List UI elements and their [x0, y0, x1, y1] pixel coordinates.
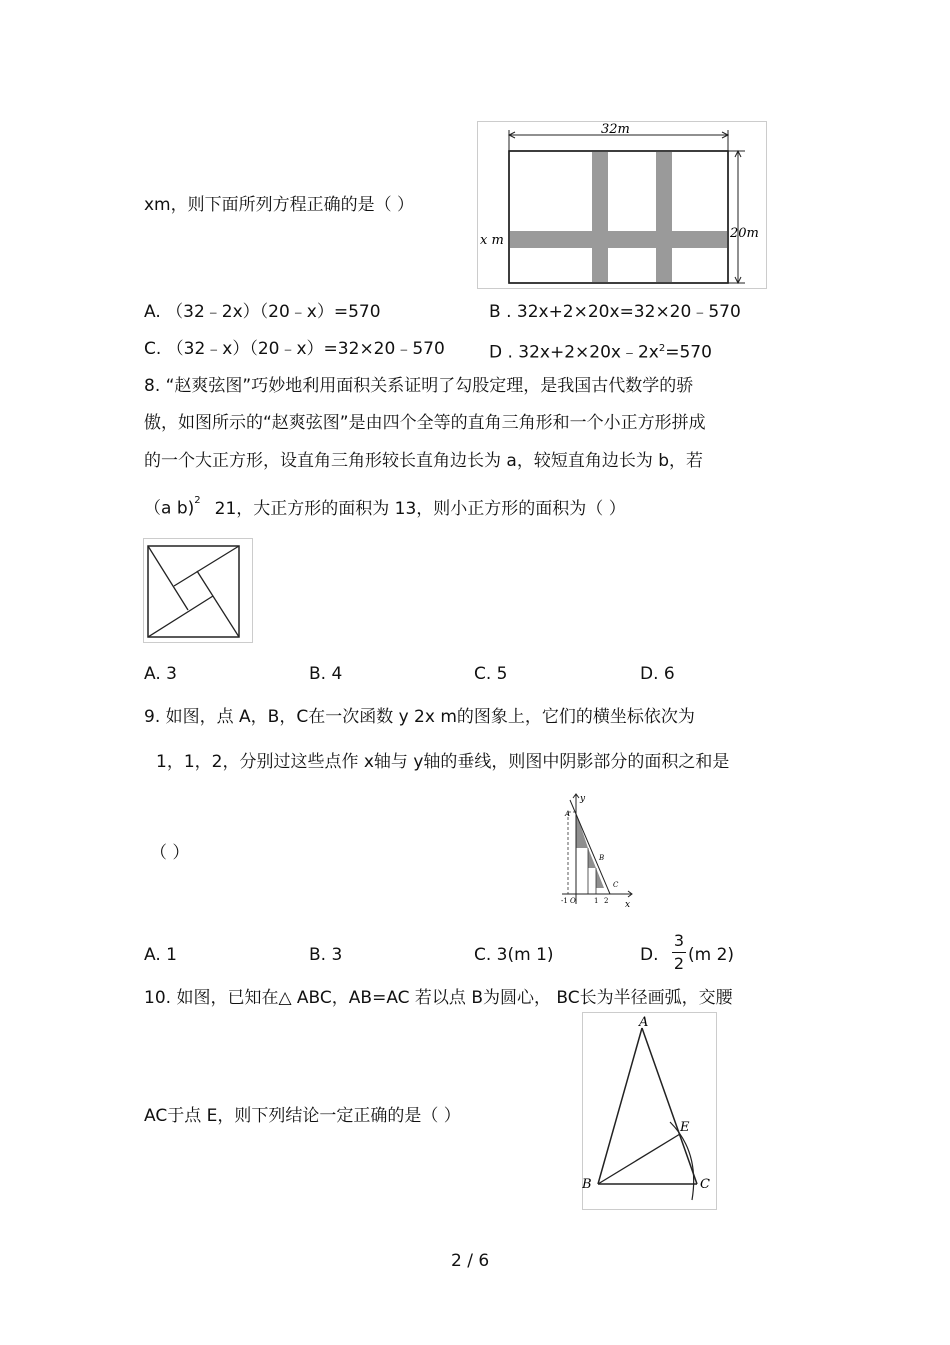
q7-option-d-exponent: 2: [658, 343, 666, 354]
q7-right-label: 20m: [730, 226, 759, 241]
q9-option-d-prefix: D.: [640, 945, 659, 965]
zhao-shuang-diagram: [143, 538, 253, 643]
q9-line-3: （ ）: [150, 843, 190, 863]
q7-rectangle-figure: [477, 121, 767, 289]
q8-line-4: [144, 495, 626, 519]
q10-line-2: AC于点 E，则下列结论一定正确的是（ ）: [144, 1106, 461, 1126]
q9-x-axis-label: x: [625, 900, 631, 910]
q7-option-d: [489, 339, 712, 363]
q9-option-a: A. 1: [144, 945, 177, 965]
q10-line-1: 10. 如图，已知在△ ABC，AB=AC 若以点 B为圆心， BC长为半径画弧，交腰: [144, 988, 733, 1008]
q8-option-c: C. 5: [474, 664, 508, 684]
q9-point-b-label: B: [599, 854, 605, 862]
q9-option-d-denominator: 2: [673, 954, 685, 973]
page-number: 2 / 6: [451, 1251, 490, 1271]
q9-option-d-fraction-bar: [672, 952, 686, 953]
q10-triangle-figure: [582, 1012, 717, 1210]
q9-option-d-numerator: 3: [673, 931, 685, 950]
q9-graph-figure: [558, 790, 638, 912]
q9-tick-1: 1: [594, 897, 599, 905]
q7-option-d-tail: =570: [665, 342, 712, 363]
q9-tick-2: 2: [604, 897, 609, 905]
q9-y-axis-label: y: [580, 794, 586, 804]
q8-line-4-a: （a b): [144, 498, 195, 519]
q8-line-2: 傲，如图所示的“赵爽弦图”是由四个全等的直角三角形和一个小正方形拼成: [144, 413, 706, 433]
q8-line-3: 的一个大正方形，设直角三角形较长直角边长为 a，较短直角边长为 b，若: [144, 451, 704, 471]
q7-option-a: A. （32﹣2x）（20﹣x）=570: [144, 302, 381, 322]
q9-option-c: C. 3(m 1): [474, 945, 554, 965]
q10-vertex-a-label: A: [639, 1015, 649, 1030]
q7-top-label: 32m: [601, 122, 630, 137]
q8-line-4-b: 21，大正方形的面积为 13，则小正方形的面积为（ ）: [214, 498, 626, 519]
q9-tick-neg1: -1: [561, 897, 568, 905]
q7-option-c: C. （32﹣x）（20﹣x）=32×20﹣570: [144, 339, 445, 359]
q9-line-2: 1，1，2，分别过这些点作 x轴与 y轴的垂线，则图中阴影部分的面积之和是: [156, 752, 730, 772]
q9-origin-label: O: [570, 897, 576, 905]
q7-left-label: x m: [480, 233, 504, 248]
q10-vertex-c-label: C: [700, 1177, 710, 1192]
q10-point-e-label: E: [680, 1120, 690, 1135]
q9-option-d-suffix: (m 2): [688, 945, 735, 965]
q7-stem-tail: xm，则下面所列方程正确的是（ ）: [144, 195, 415, 215]
q9-option-b: B. 3: [309, 945, 343, 965]
q9-line-1: 9. 如图，点 A，B，C在一次函数 y 2x m的图象上，它们的横坐标依次为: [144, 707, 695, 727]
q8-line-4-exponent: 2: [194, 495, 201, 506]
q8-option-b: B. 4: [309, 664, 343, 684]
q9-point-a-label: A: [565, 810, 571, 818]
q7-option-d-main: D . 32x+2×20x﹣2x: [489, 342, 659, 363]
q8-option-d: D. 6: [640, 664, 675, 684]
q7-option-b: B . 32x+2×20x=32×20﹣570: [489, 302, 741, 322]
q9-point-c-label: C: [613, 881, 619, 889]
q8-option-a: A. 3: [144, 664, 177, 684]
q8-line-1: 8. “赵爽弦图”巧妙地利用面积关系证明了勾股定理，是我国古代数学的骄: [144, 376, 694, 396]
q10-vertex-b-label: B: [582, 1177, 592, 1192]
